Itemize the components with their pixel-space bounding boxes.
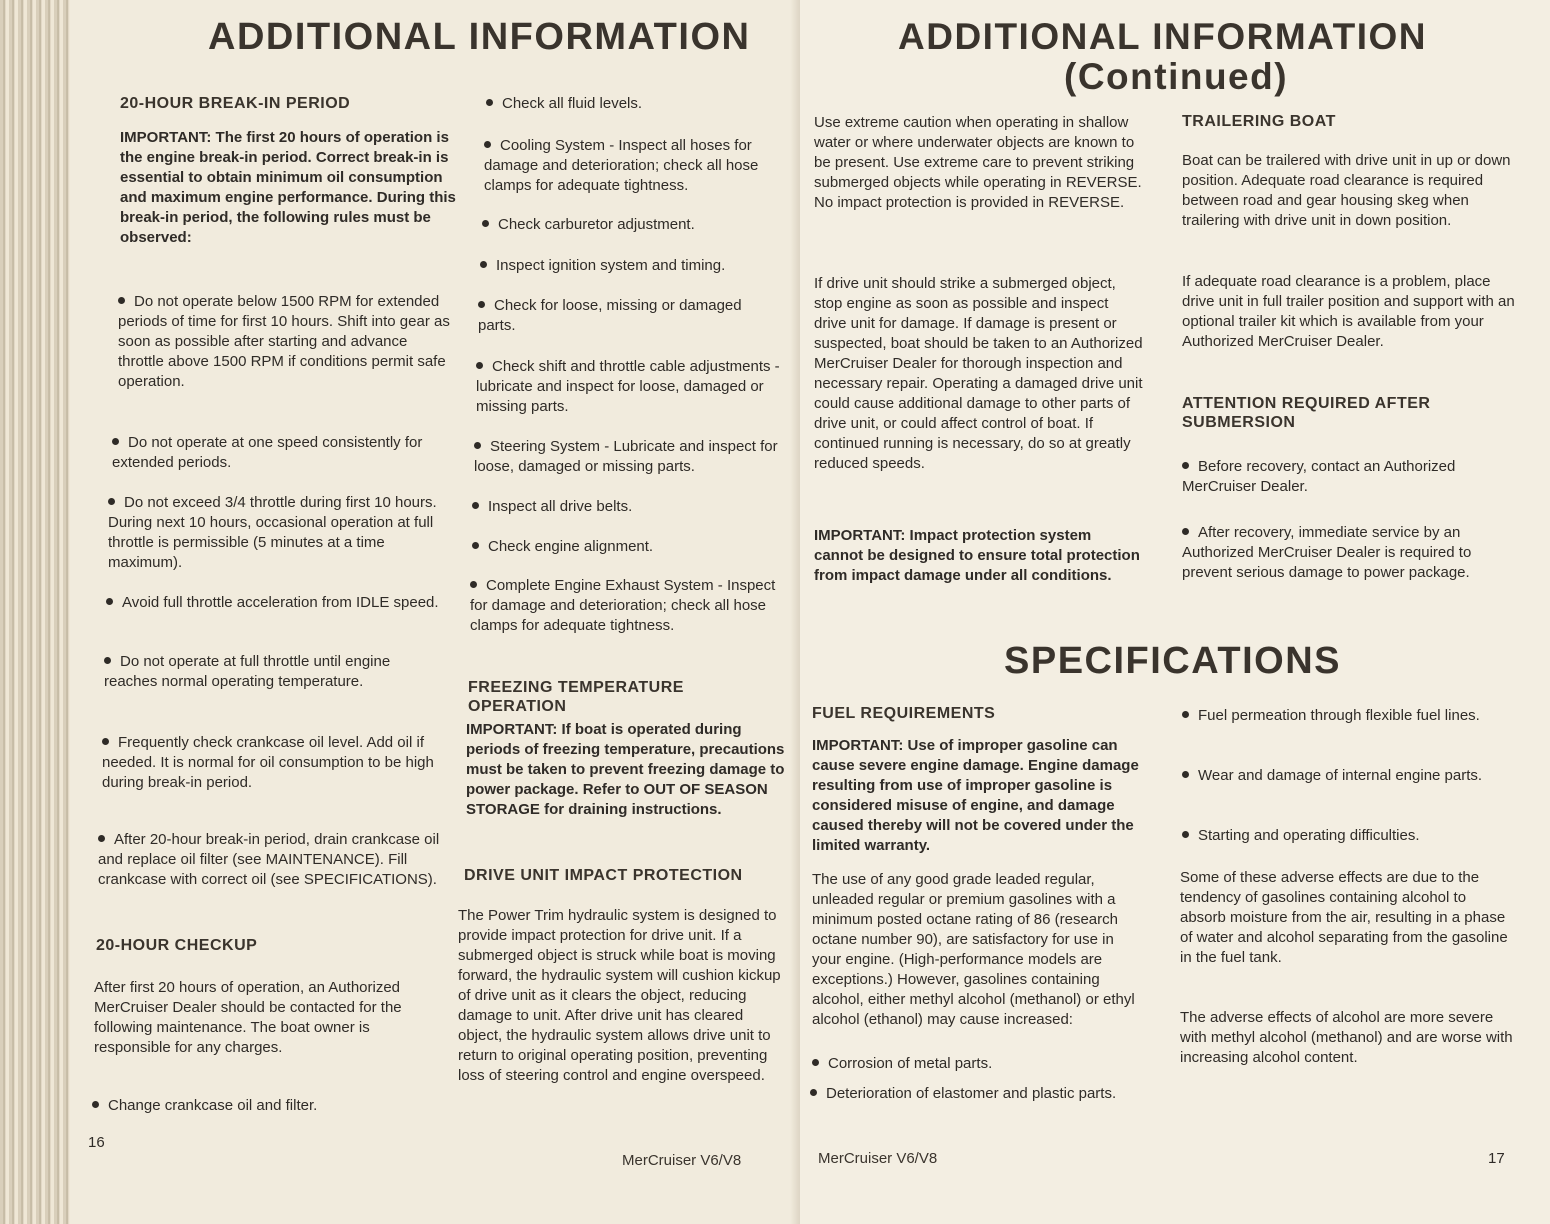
list-item: Check engine alignment. [472,537,784,557]
list-item: Change crankcase oil and filter. [92,1096,432,1116]
left-page-title: ADDITIONAL INFORMATION [208,16,751,58]
trailering-paragraph: Boat can be trailered with drive unit in up or down position. Adequate road clearance is required between road and gear housing skeg when trailering with drive unit in down position. [1182,152,1511,229]
freezing-heading: FREEZING TEMPERATURE OPERATION [468,679,684,715]
impact-heading: DRIVE UNIT IMPACT PROTECTION [464,867,743,884]
bullet-icon [478,301,485,308]
list-item: Complete Engine Exhaust System - Inspect for damage and deterioration; check all hose clamps for adequate tightness. [470,577,776,634]
list-item: Check shift and throttle cable adjustments - lubricate and inspect for loose, damaged or missing parts. [476,358,780,415]
list-item: Fuel permeation through flexible fuel lines. [1182,706,1518,726]
bullet-icon [98,835,105,842]
list-item: Frequently check crankcase oil level. Add oil if needed. It is normal for oil consumption to be high during break-in period. [102,734,434,791]
trailering-heading: TRAILERING BOAT [1182,113,1336,130]
bullet-icon [472,502,479,509]
alcohol-paragraph: The adverse effects of alcohol are more severe with methyl alcohol (methanol) and are worse with increasing alcohol content. [1180,1009,1513,1066]
list-item: Starting and operating difficulties. [1182,826,1518,846]
list-item: Wear and damage of internal engine parts. [1182,766,1518,786]
page-footer: MerCruiser V6/V8 [622,1152,742,1169]
bullet-icon [482,220,489,227]
alcohol-paragraph: Some of these adverse effects are due to the tendency of gasolines containing alcohol to absorb moisture from the air, resulting in a phase of water and alcohol separating from the gasoline in the fuel tank. [1180,869,1508,966]
bullet-icon [472,542,479,549]
right-page-subtitle: (Continued) [1064,56,1289,97]
bullet-icon [812,1059,819,1066]
list-item: Inspect ignition system and timing. [480,256,785,276]
freezing-important: IMPORTANT: If boat is operated during periods of freezing temperature, precautions must be taken to prevent freezing damage to power package. Refer to OUT OF SEASON STORAGE for draining instructions. [466,721,785,818]
submersion-heading: ATTENTION REQUIRED AFTER SUBMERSION [1182,395,1431,431]
bullet-icon [92,1101,99,1108]
list-item: Deterioration of elastomer and plastic parts. [810,1084,1144,1104]
bullet-icon [1182,711,1189,718]
bullet-icon [810,1089,817,1096]
right-page [800,0,1550,1224]
list-item: Check for loose, missing or damaged parts. [478,297,742,334]
page-edge-stack [0,0,70,1224]
specifications-title: SPECIFICATIONS [1004,640,1341,682]
break-in-heading: 20-HOUR BREAK-IN PERIOD [120,95,351,112]
page-footer: MerCruiser V6/V8 [818,1150,938,1167]
page-number: 17 [1488,1150,1505,1167]
list-item: Do not operate at full throttle until engine reaches normal operating temperature. [104,653,391,690]
list-item: Do not exceed 3/4 throttle during first 10 hours. During next 10 hours, occasional operation at full throttle is permissible (5 minutes at a time maximum). [108,494,437,571]
list-item: Avoid full throttle acceleration from IDLE speed. [106,593,448,613]
bullet-icon [1182,528,1189,535]
list-item: Corrosion of metal parts. [812,1054,1144,1074]
checkup-heading: 20-HOUR CHECKUP [96,937,258,954]
bullet-icon [108,498,115,505]
bullet-icon [1182,462,1189,469]
list-item: After 20-hour break-in period, drain crankcase oil and replace oil filter (see MAINTENANCE). Fill crankcase with correct oil (see SPECIFICATIONS). [98,831,440,888]
list-item: Before recovery, contact an Authorized MerCruiser Dealer. [1182,458,1456,495]
bullet-icon [486,99,493,106]
bullet-icon [102,738,109,745]
list-item: Steering System - Lubricate and inspect for loose, damaged or missing parts. [474,438,778,475]
bullet-icon [1182,831,1189,838]
right-page-title: ADDITIONAL INFORMATION [898,16,1428,57]
list-item: Do not operate below 1500 RPM for extended periods of time for first 10 hours. Shift into gear as soon as possible after starting and advance throttle above 1500 RPM if conditions permit safe operation. [118,293,450,390]
bullet-icon [1182,771,1189,778]
fuel-paragraph: The use of any good grade leaded regular, unleaded regular or premium gasolines with a minimum posted octane rating of 86 (research octane number 90), are satisfactory for use in your engine. (High-performance models are exceptions.) However, gasolines containing alcohol, either methyl alcohol (methanol) or ethyl alcohol (ethanol) may cause increased: [812,871,1135,1028]
page-number: 16 [88,1134,105,1151]
fuel-important: IMPORTANT: Use of improper gasoline can cause severe engine damage. Engine damage resulting from use of improper gasoline is considered misuse of engine, and damage caused thereby will not be covered under the limited warranty. [812,737,1139,854]
caution-paragraph: Use extreme caution when operating in shallow water or where underwater objects are known to be present. Use extreme care to prevent striking submerged objects while operating in REVERSE. No impact protection is provided in REVERSE. [814,114,1142,211]
bullet-icon [484,141,491,148]
list-item: Inspect all drive belts. [472,497,784,517]
list-item: Do not operate at one speed consistently for extended periods. [112,434,423,471]
bullet-icon [118,297,125,304]
bullet-icon [474,442,481,449]
strike-paragraph: If drive unit should strike a submerged object, stop engine as soon as possible and inspect drive unit for damage. If damage is present or suspected, boat should be taken to an Authorized MerCruiser Dealer for thorough inspection and necessary repair. Operating a damaged drive unit could cause additional damage to other parts of drive unit, or could affect control of boat. If continued running is necessary, do so at greatly reduced speeds. [814,275,1143,472]
break-in-important: IMPORTANT: The first 20 hours of operation is the engine break-in period. Correct break-in is essential to obtain minimum oil consumption and maximum engine performance. During this break-in period, the following rules must be observed: [120,129,456,246]
list-item: Check carburetor adjustment. [482,215,787,235]
impact-important: IMPORTANT: Impact protection system cannot be designed to ensure total protection from impact damage under all conditions. [814,527,1140,584]
bullet-icon [476,362,483,369]
list-item: After recovery, immediate service by an Authorized MerCruiser Dealer is required to prevent serious damage to power package. [1182,524,1472,581]
impact-paragraph: The Power Trim hydraulic system is designed to provide impact protection for drive unit. If a submerged object is struck while boat is moving forward, the hydraulic system will cushion kickup of drive unit as it clears the object, reducing damage to unit. After drive unit has cleared object, the hydraulic system allows drive unit to return to original operating position, preventing loss of steering control and engine overspeed. [458,907,781,1084]
trailering-paragraph: If adequate road clearance is a problem, place drive unit in full trailer position and support with an optional trailer kit which is available from your Authorized MerCruiser Dealer. [1182,273,1515,350]
bullet-icon [480,261,487,268]
list-item: Cooling System - Inspect all hoses for damage and deterioration; check all hose clamps for adequate tightness. [484,137,759,194]
bullet-icon [112,438,119,445]
checkup-paragraph: After first 20 hours of operation, an Authorized MerCruiser Dealer should be contacted for the following maintenance. The boat owner is responsible for any charges. [94,979,402,1056]
bullet-icon [106,598,113,605]
bullet-icon [104,657,111,664]
list-item: Check all fluid levels. [486,94,791,114]
bullet-icon [470,581,477,588]
fuel-heading: FUEL REQUIREMENTS [812,705,996,722]
